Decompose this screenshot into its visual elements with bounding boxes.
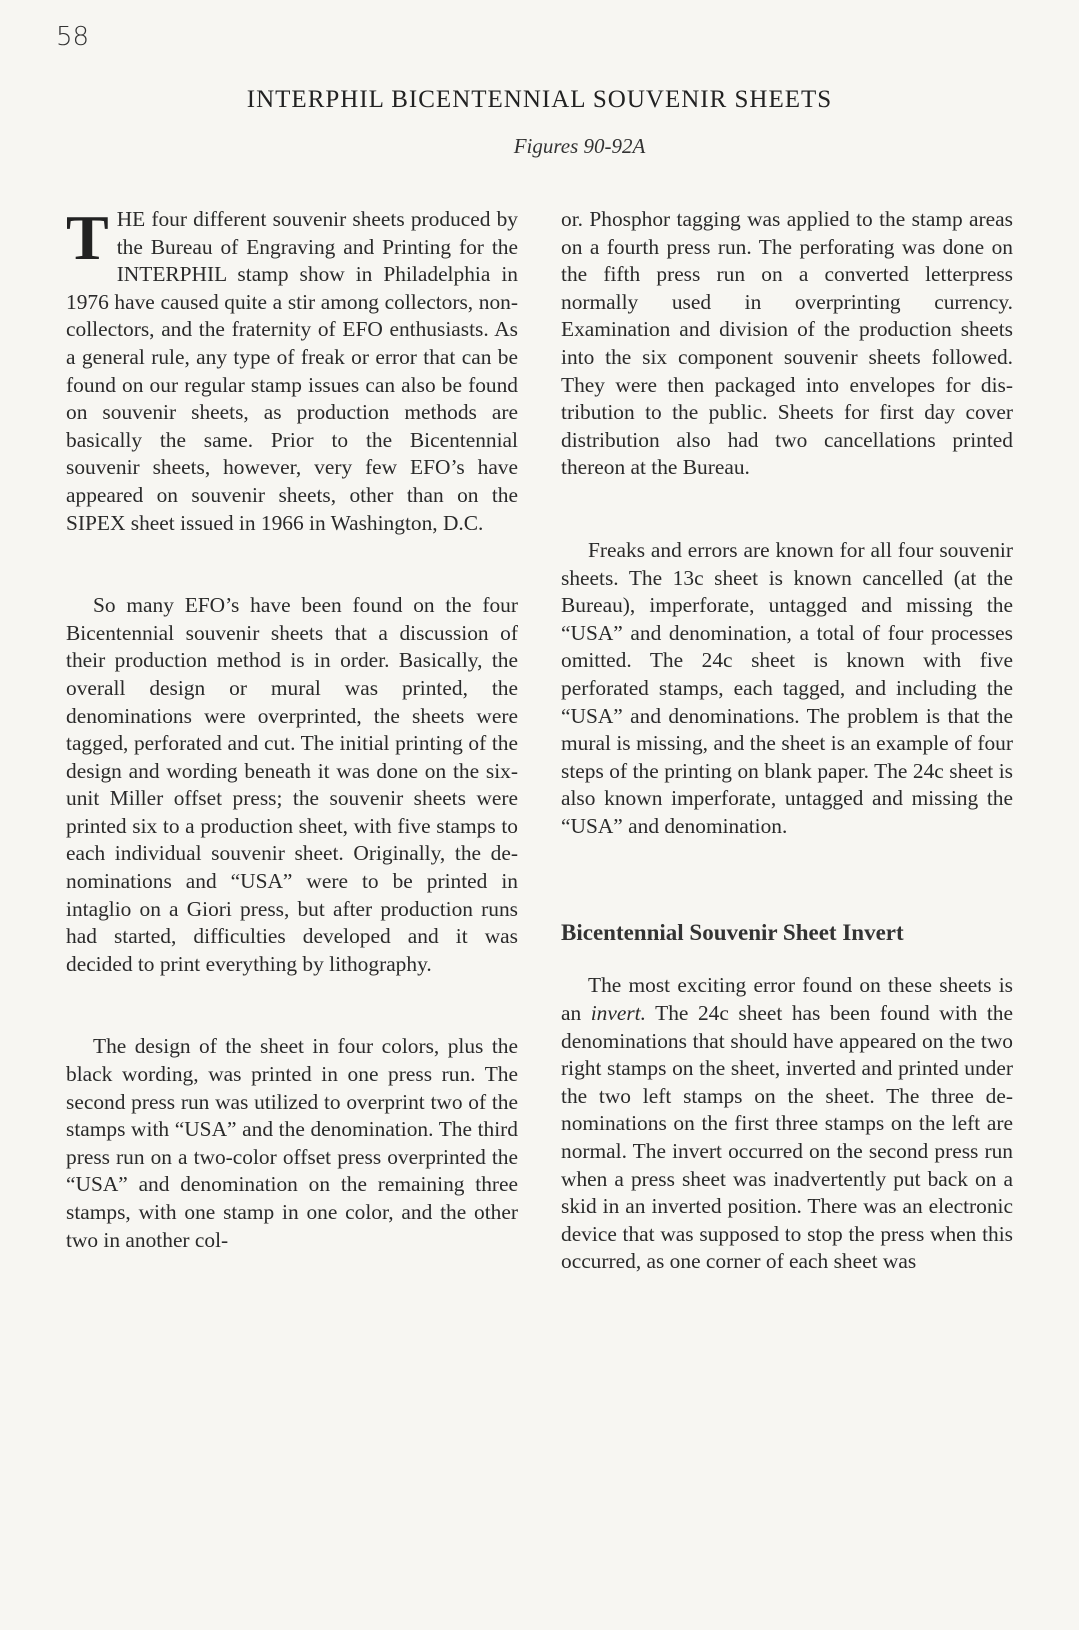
left-column: [66, 202, 518, 1309]
left-paragraph-1: [66, 202, 518, 537]
page-number: 58: [56, 22, 90, 52]
left-paragraph-3: The design of the sheet in four colors, plus the black wording, was printed in one press run. The second press run was utilized to overprint two of the stamps with “USA” and the denomination. The third press run on a two-color offset press overprinted the “USA” and denomination on the remaining three stamps, with one stamp in one color, and the other two in another col-: [66, 1034, 518, 1252]
right-column: [561, 206, 1013, 1331]
right-paragraph-1: or. Phosphor tagging was applied to the stamp areas on a fourth press run. The perforating was done on the fifth press run on a converted letterpress normally used in overprinting currency. Examination and division of the production sheets into the six component souvenir sheets followed. They were then packaged into envelopes for distribution to the public. Sheets for first day cover distribution also had two cancellations printed thereon at the Bureau.: [561, 207, 1013, 480]
right-paragraph-3: [561, 972, 1013, 1276]
section-heading: Bicentennial Souvenir Sheet Invert: [561, 920, 904, 946]
page-title: INTERPHIL BICENTENNIAL SOUVENIR SHEETS: [246, 86, 833, 113]
left-paragraph-2: So many EFO’s have been found on the four Bicentennial souvenir sheets that a discussion of their production method is in order. Basically, the overall design or mural was printed, the denominations were overprinted, the sheets were tagged, perforated and cut. The initial printing of the design and wording beneath it was done on the six-unit Miller offset press; the souvenir sheets were printed six to a production sheet, with five stamps to each individual souvenir sheet. Originally, the denominations and “USA” were to be printed in intaglio on a Giori press, but after production runs had started, difficulties developed and it was decided to print everything by lithography.: [66, 593, 518, 976]
page-subtitle: Figures 90-92A: [513, 134, 646, 158]
right-paragraph-3-emphasis: invert.: [590, 1001, 646, 1026]
right-paragraph-2: Freaks and errors are known for all four souvenir sheets. The 13c sheet is known cancelled (at the Bureau), imperforate, untagged and missing the “USA” and denomination, a total of four processes omitted. The 24c sheet is known with five perforated stamps, each tagged, and including the “USA” and denominations. The problem is that the mural is missing, and the sheet is an example of four steps of the printing on blank paper. The 24c sheet is also known imperforate, untagged and missing the “USA” and denomination.: [561, 537, 1013, 838]
right-paragraph-3-text-a: The most exciting error found on these sheets is an: [561, 973, 1013, 1026]
left-paragraph-1-text: HE four different souvenir sheets produced by the Bureau of Engraving and Printing for the INTERPHIL stamp show in Philadelphia in 1976 have caused quite a stir among collectors, non-collectors, and the fraternity of EFO enthusiasts. As a general rule, any type of freak or error that can be found on our regular stamp issues can also be found on souvenir sheets, as production methods are basically the same. Prior to the Bicentennial souvenir sheets, however, very few EFO’s have appeared on souvenir sheets, other than on the SIPEX sheet issued in 1966 in Washington, D.C.: [66, 207, 518, 535]
drop-cap: T: [66, 202, 109, 273]
right-paragraph-3-text-b: The 24c sheet has been found with the denominations that should have appeared on the two right stamps on the sheet, inverted and printed under the two left stamps on the sheet. The three denominations on the first three stamps on the left are normal. The invert occurred on the second press run when a press sheet was inadvertently put back on a skid in an inverted position. There was an electronic device that was supposed to stop the press when this occurred, as one corner of each sheet was: [561, 1001, 1013, 1274]
